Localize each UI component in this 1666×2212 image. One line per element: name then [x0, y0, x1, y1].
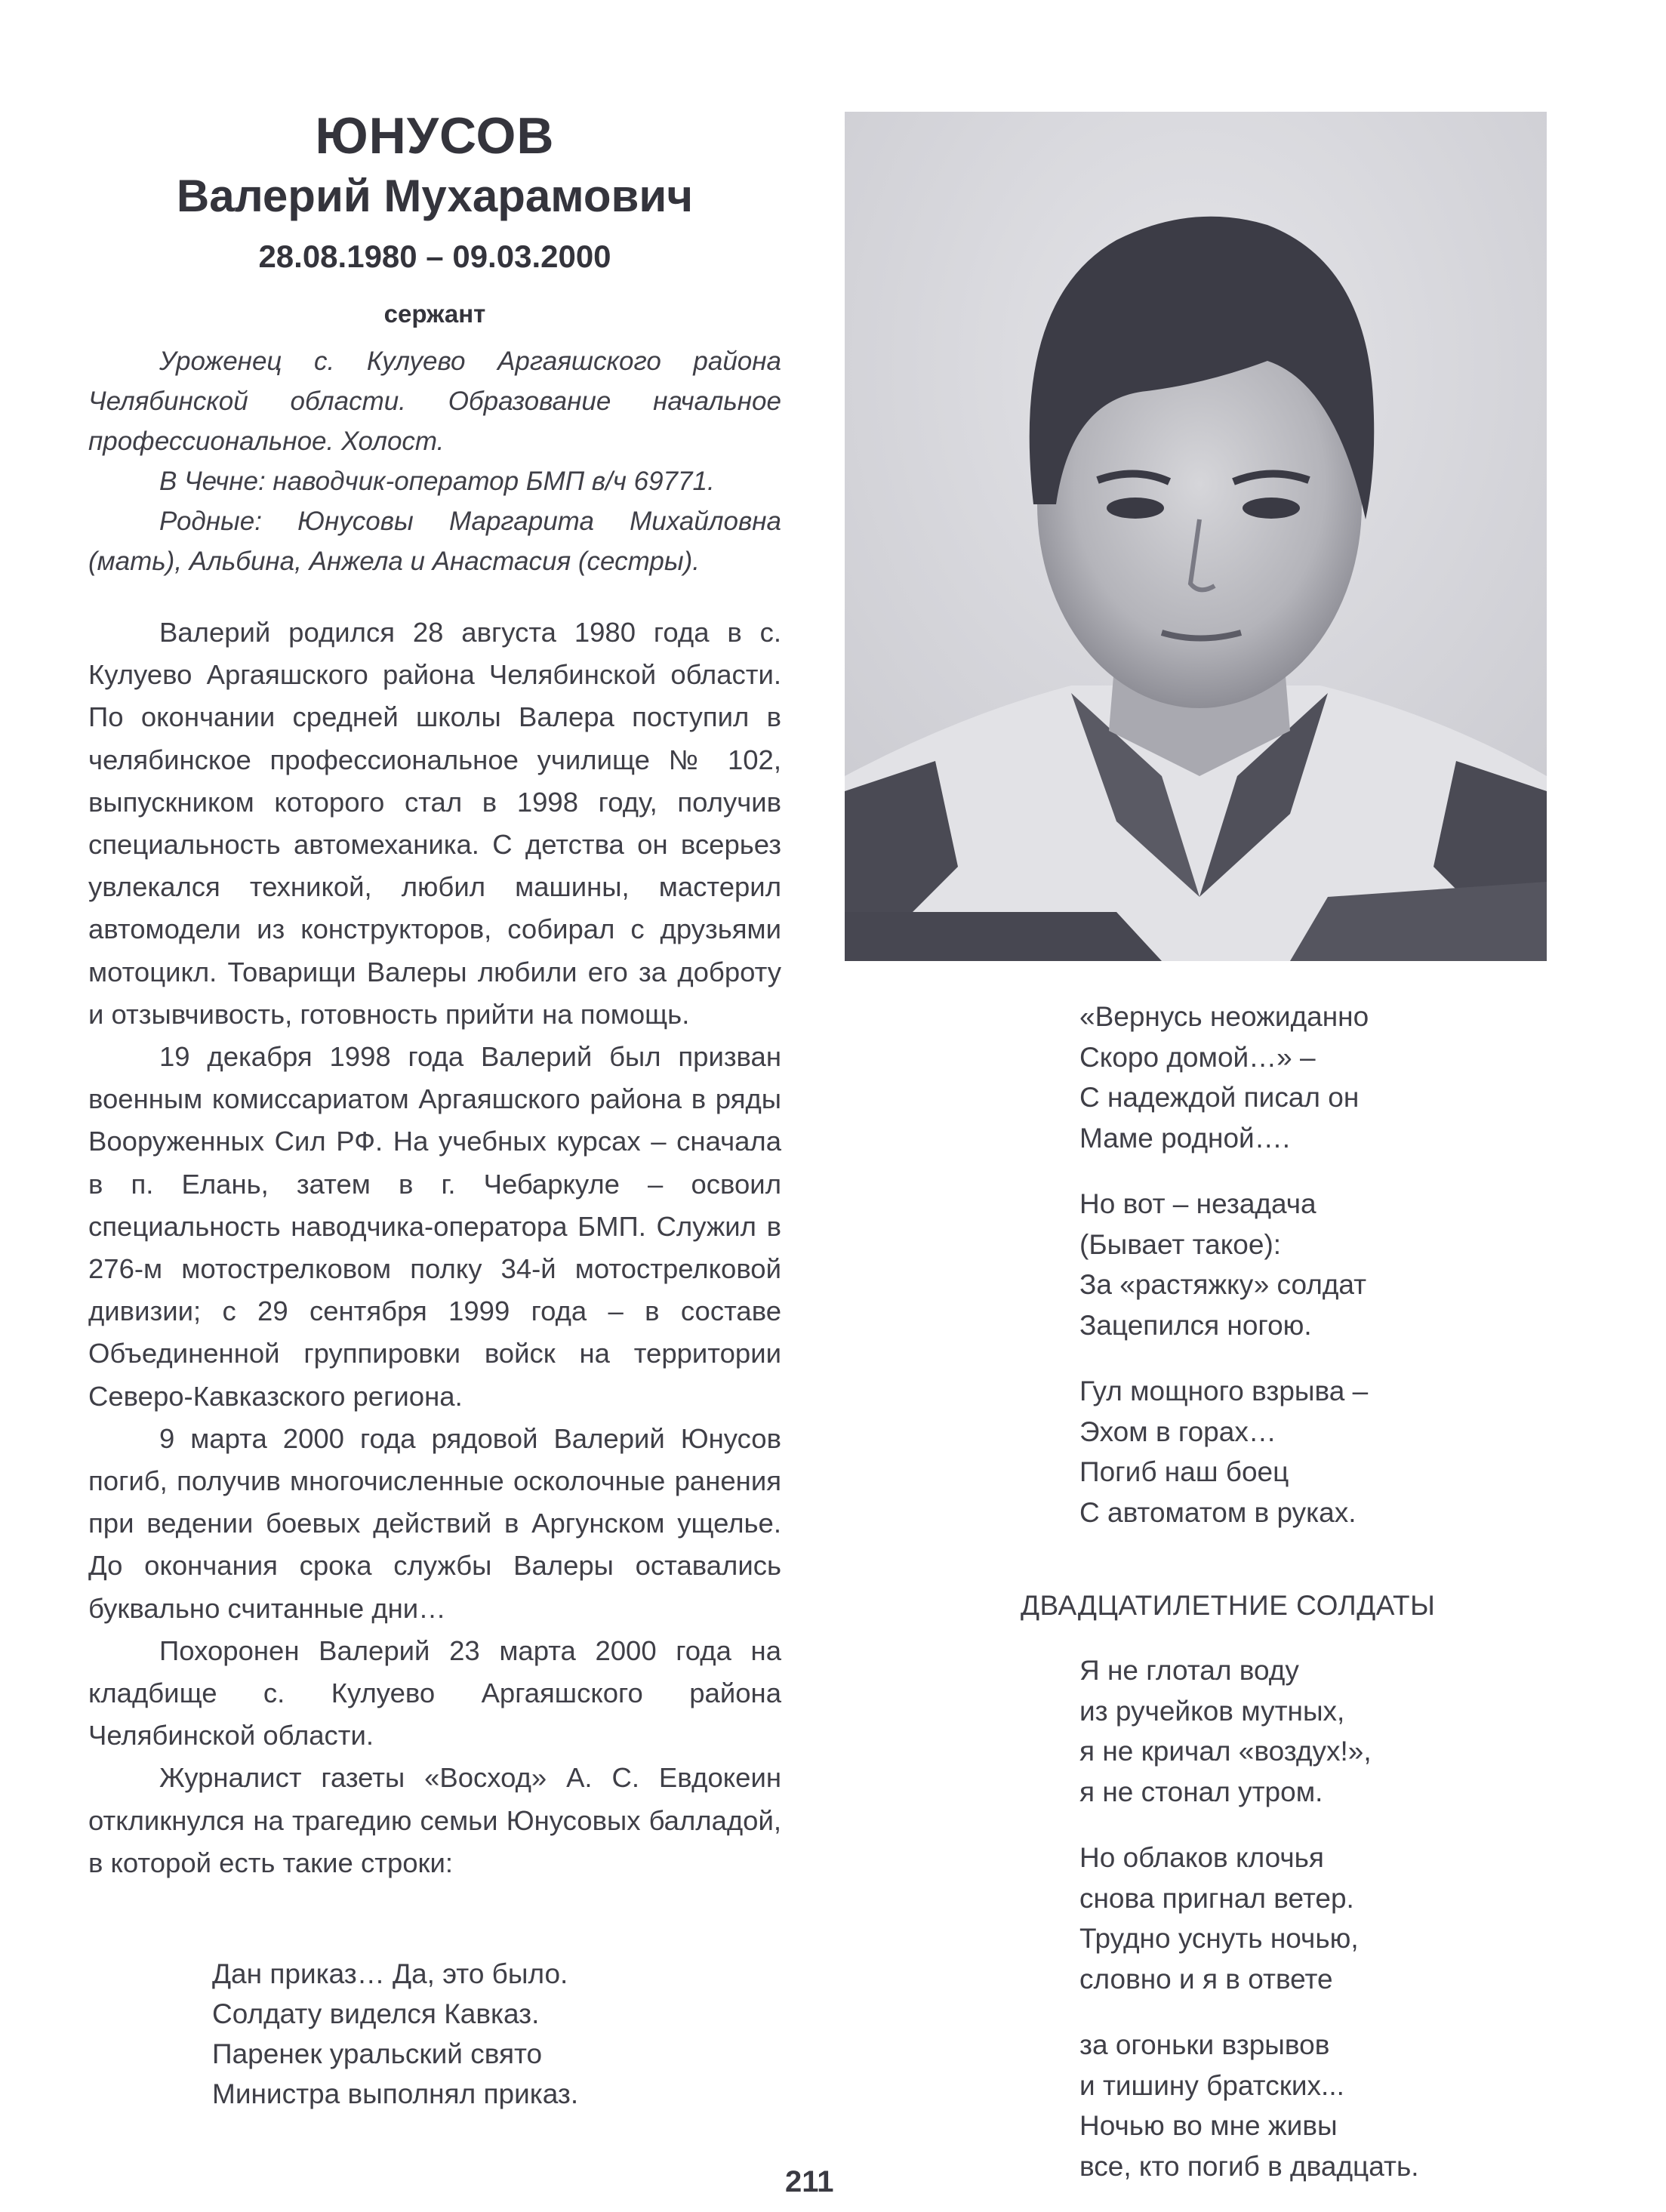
poem-stanza — [1079, 1838, 1608, 1999]
poem-twenty-year-old-soldiers — [1079, 1650, 1608, 2212]
poem-line: из ручейков мутных, — [1079, 1695, 1345, 1727]
portrait-image — [845, 112, 1547, 961]
poem-line: С автоматом в руках. — [1079, 1496, 1357, 1528]
poem-line: Зацепился ногою. — [1079, 1309, 1312, 1341]
body-paragraph: Журналист газеты «Восход» А. С. Евдокеин откликнулся на трагедию семьи Юнусовых балладой, в которой есть такие строки: — [88, 1762, 781, 1878]
poem-stanza — [1079, 2025, 1608, 2186]
poem-line: Я не глотал воду — [1079, 1655, 1299, 1686]
ballad-excerpt — [212, 1954, 781, 2114]
bio-block — [88, 341, 781, 581]
poem-line: Скоро домой…» – — [1079, 1041, 1316, 1073]
body-paragraph: 9 марта 2000 года рядовой Валерий Юнусов погиб, получив многочисленные осколочные ранения при ведении боевых действий в Аргунском ущелье. До окончания срока службы Валеры оставались буквально считанные дни… — [88, 1422, 781, 1624]
poem-stanza — [1079, 1184, 1608, 1345]
poem-line: С надеждой писал он — [1079, 1082, 1360, 1113]
poem-line: Министра выполнял приказ. — [212, 2078, 579, 2110]
bio-origin: Уроженец с. Кулуево Аргаяшского района Челябинской области. Образование начальное профессиональное. Холост. — [88, 347, 781, 456]
portrait-photo — [845, 112, 1547, 961]
poem-line: Дан приказ… Да, это было. — [212, 1958, 568, 1990]
poem-line: Эхом в горах… — [1079, 1416, 1276, 1447]
body-paragraph: Валерий родился 28 августа 1980 года в с. Кулуево Аргаяшского района Челябинской области. По окончании средней школы Валера поступил в челябинское профессиональное училище № 102, выпускником которого стал в 1998 году, получив специальность автомеханика. С детства он всерьез увлекался техникой, любил машины, мастерил автомодели из конструкторов, собирал с друзьями мотоцикл. Товарищи Валеры любили его за доброту и отзывчивость, готовность прийти на помощь. — [88, 617, 781, 1030]
poem-line: словно и я в ответе — [1079, 1963, 1333, 1995]
poem-line: за огоньки взрывов — [1079, 2029, 1330, 2060]
bio-relatives: Родные: Юнусовы Маргарита Михайловна (мать), Альбина, Анжела и Анастасия (сестры). — [88, 507, 781, 576]
poem-line: Солдату виделся Кавказ. — [212, 1998, 540, 2030]
surname-heading: ЮНУСОВ — [315, 107, 555, 165]
biography-text — [88, 612, 781, 1884]
poem-stanza — [1079, 1650, 1608, 1812]
poem-line: Ночью во мне живы — [1079, 2110, 1338, 2141]
poem-line: я не стонал утром. — [1079, 1776, 1323, 1807]
body-paragraph: 19 декабря 1998 года Валерий был призван военным комиссариатом Аргаяшского района в ряды Вооруженных Сил РФ. На учебных курсах – сначала в п. Елань, затем в г. Чебаркуле – освоил специальность наводчика-оператора БМП. Служил в 276-м мотострелковом полку 34-й мотострелковой дивизии; с 29 сентября 1999 года – в составе Объединенной группировки войск на территории Северо-Кавказского региона. — [88, 1041, 781, 1412]
poem-line: Трудно уснуть ночью, — [1079, 1923, 1359, 1954]
poem-line: Маме родной…. — [1079, 1122, 1290, 1154]
full-name-heading: Валерий Мухарамович — [176, 171, 694, 221]
poem-line: Но вот – незадача — [1079, 1188, 1316, 1219]
poem-line: снова пригнал ветер. — [1079, 1882, 1354, 1914]
poem-stanza — [1079, 1371, 1608, 1533]
page-number: 211 — [785, 2165, 834, 2198]
ballad-continued — [1079, 997, 1608, 1558]
poem-stanza — [1079, 997, 1608, 1158]
poem-line: «Вернусь неожиданно — [1079, 1001, 1369, 1032]
poem-line: Погиб наш боец — [1079, 1456, 1289, 1487]
poem-line: (Бывает такое): — [1079, 1228, 1282, 1260]
poem-line: Паренек уральский свято — [212, 2038, 543, 2070]
poem-line: Но облаков клочья — [1079, 1842, 1324, 1873]
poem-title: ДВАДЦАТИЛЕТНИЕ СОЛДАТЫ — [1021, 1590, 1436, 1621]
bio-chechnya: В Чечне: наводчик-оператор БМП в/ч 69771. — [159, 467, 715, 496]
poem-line: Гул мощного взрыва – — [1079, 1376, 1369, 1406]
left-column — [88, 106, 781, 2114]
poem-line: и тишину братских... — [1079, 2069, 1344, 2101]
poem-line: За «растяжку» солдат — [1079, 1269, 1367, 1300]
life-dates: 28.08.1980 – 09.03.2000 — [258, 239, 611, 274]
military-rank: сержант — [383, 300, 486, 328]
poem-line: все, кто погиб в двадцать. — [1079, 2150, 1419, 2182]
body-paragraph: Похоронен Валерий 23 марта 2000 года на кладбище с. Кулуево Аргаяшского района Челябинской области. — [88, 1634, 781, 1751]
poem-line: я не кричал «воздух!», — [1079, 1736, 1372, 1767]
